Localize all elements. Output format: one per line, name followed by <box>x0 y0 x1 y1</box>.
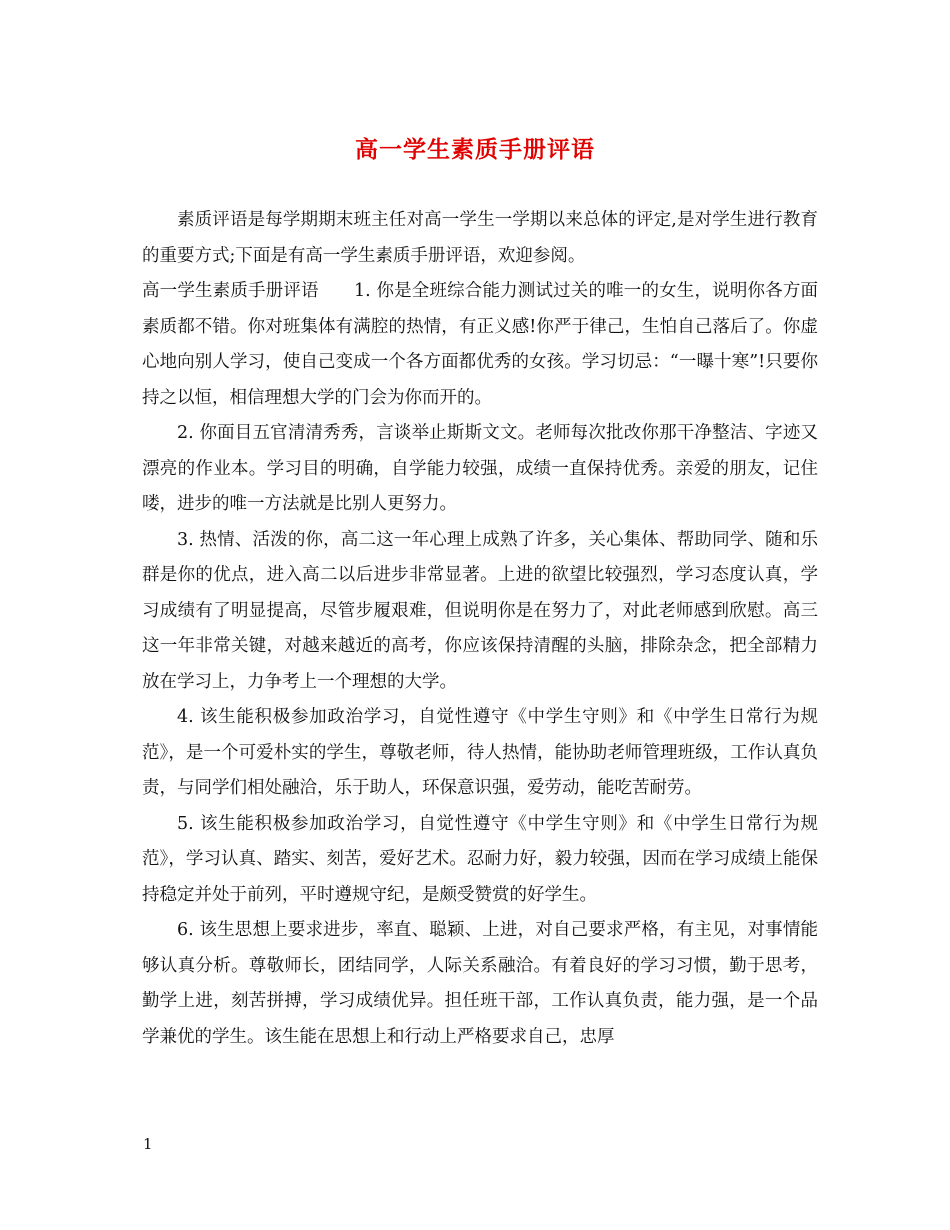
section-heading-paragraph: 高一学生素质手册评语 1. 你是全班综合能力测试过关的唯一的女生，说明你各方面素质都不错。你对班集体有满腔的热情，有正义感!你严于律己，生怕自己落后了。你虚心地向别人学习，使自己变成一个各方面都优秀的女孩。学习切忌：“一曝十寒”!只要你持之以恒，相信理想大学的门会为你而开的。 <box>142 281 818 408</box>
intro-paragraph: 素质评语是每学期期末班主任对高一学生一学期以来总体的评定,是对学生进行教育的重要方式;下面是有高一学生素质手册评语，欢迎参阅。 <box>142 210 818 266</box>
comment-item-5: 5. 该生能积极参加政治学习，自觉性遵守《中学生守则》和《中学生日常行为规范》，学习认真、踏实、刻苦，爱好艺术。忍耐力好，毅力较强，因而在学习成绩上能保持稳定并处于前列，平时遵规守纪，是颇受赞赏的好学生。 <box>142 813 818 905</box>
page-number: 1 <box>143 1135 153 1153</box>
comment-item-4: 4. 该生能积极参加政治学习，自觉性遵守《中学生守则》和《中学生日常行为规范》，是一个可爱朴实的学生，尊敬老师，待人热情，能协助老师管理班级，工作认真负责，与同学们相处融洽，乐于助人，环保意识强，爱劳动，能吃苦耐劳。 <box>142 707 818 798</box>
comment-item-3: 3. 热情、活泼的你，高二这一年心理上成熟了许多，关心集体、帮助同学、随和乐群是你的优点，进入高二以后进步非常显著。上进的欲望比较强烈，学习态度认真，学习成绩有了明显提高，尽管步履艰难，但说明你是在努力了，对此老师感到欣慰。高三这一年非常关键，对越来越近的高考，你应该保持清醒的头脑，排除杂念，把全部精力放在学习上，力争考上一个理想的大学。 <box>142 529 818 692</box>
comment-item-6: 6. 该生思想上要求进步，率直、聪颖、上进，对自己要求严格，有主见，对事情能够认真分析。尊敬师长，团结同学，人际关系融洽。有着良好的学习习惯，勤于思考，勤学上进，刻苦拼搏，学习成绩优异。担任班干部，工作认真负责，能力强，是一个品学兼优的学生。该生能在思想上和行动上严格要求自己，忠厚 <box>142 920 818 1047</box>
comment-item-2: 2. 你面目五官清清秀秀，言谈举止斯斯文文。老师每次批改你那干净整洁、字迹又漂亮的作业本。学习目的明确，自学能力较强，成绩一直保持优秀。亲爱的朋友，记住喽，进步的唯一方法就是比别人更努力。 <box>142 423 818 514</box>
document-title: 高一学生素质手册评语 <box>355 136 595 163</box>
document-body <box>142 203 818 1055</box>
